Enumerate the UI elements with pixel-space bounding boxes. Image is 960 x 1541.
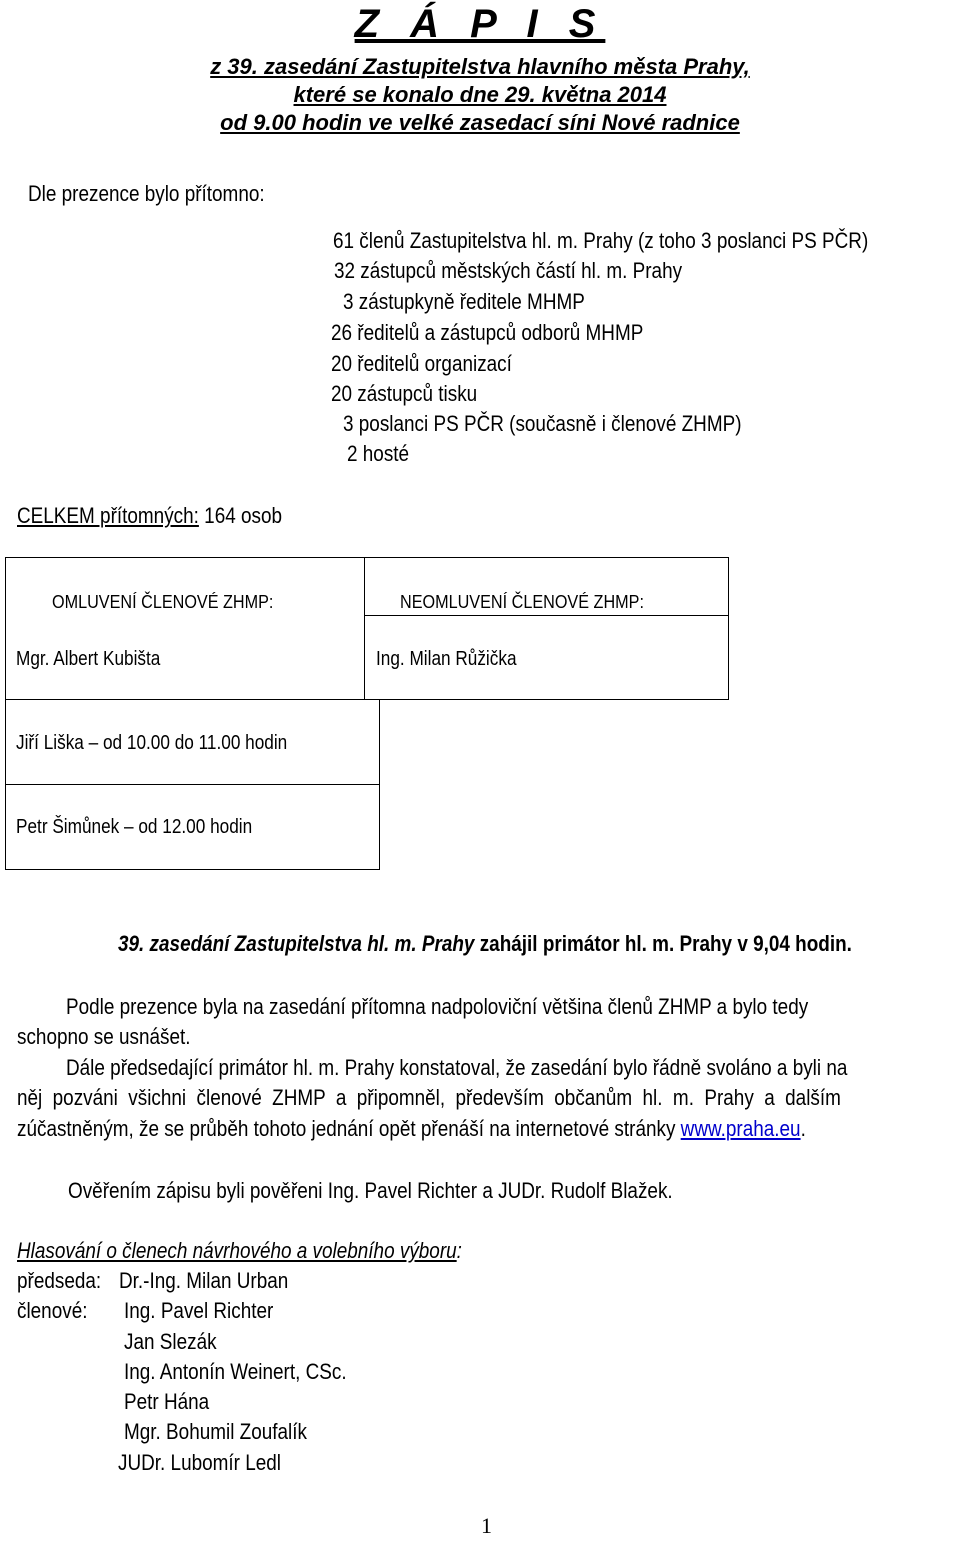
attendance-item: 61 členů Zastupitelstva hl. m. Prahy (z toho 3 poslanci PS PČR) — [333, 228, 869, 253]
header-line-1: z 39. zasedání Zastupitelstva hlavního města Prahy, — [210, 54, 750, 79]
paragraph-2-text-2: něj pozváni všichni členové ZHMP a připomněl, především občanům hl. m. Prahy a dalším — [17, 1085, 841, 1110]
table-divider — [5, 784, 380, 785]
opening-part-1: 39. zasedání Zastupitelstva hl. m. Prahy — [118, 931, 475, 956]
committee-member: JUDr. Lubomír Ledl — [118, 1450, 281, 1475]
table-divider — [364, 557, 365, 700]
opening-part-2: zahájil primátor hl. m. Prahy v 9,04 hodin. — [474, 931, 852, 956]
praha-eu-link[interactable]: www.praha.eu — [680, 1116, 801, 1141]
committee-heading-text: Hlasování o členech návrhového a volebního výboru — [17, 1238, 457, 1263]
header-line-2: které se konalo dne 29. května 2014 — [293, 82, 667, 107]
committee-member: Ing. Antonín Weinert, CSc. — [124, 1359, 347, 1384]
attendance-item: 20 ředitelů organizací — [331, 351, 512, 376]
opening-statement — [118, 931, 852, 957]
paragraph-2-line-2 — [17, 1085, 841, 1111]
table-divider — [364, 615, 729, 616]
page-number: 1 — [481, 1513, 492, 1538]
committee-member: Petr Hána — [124, 1389, 210, 1414]
excused-header: OMLUVENÍ ČLENOVÉ ZHMP: — [52, 592, 274, 612]
header-line-3: od 9.00 hodin ve velké zasedací síni Nové radnice — [220, 110, 740, 135]
document-title: Z Á P I S — [354, 2, 606, 46]
committee-member: Jan Slezák — [124, 1329, 217, 1354]
paragraph-1-line-1: Podle prezence byla na zasedání přítomna nadpoloviční většina členů ZHMP a bylo tedy — [66, 994, 809, 1019]
paragraph-2-line-1 — [66, 1055, 847, 1081]
chair-label: předseda: — [17, 1268, 102, 1293]
paragraph-2-text-3-end: . — [800, 1116, 806, 1141]
total-label: CELKEM přítomných: — [17, 503, 199, 528]
committee-member: Mgr. Bohumil Zoufalík — [124, 1419, 307, 1444]
paragraph-2-text-3: zúčastněným, že se průběh tohoto jednání opět přenáší na internetové stránky — [17, 1116, 681, 1141]
members-label: členové: — [17, 1298, 88, 1323]
excused-member: Petr Šimůnek – od 12.00 hodin — [16, 816, 253, 838]
attendance-label: Dle prezence bylo přítomno: — [28, 181, 265, 206]
paragraph-2-text-1: Dále předsedající primátor hl. m. Prahy konstatoval, že zasedání bylo řádně svoláno a byli na — [66, 1055, 848, 1080]
attendance-item: 2 hosté — [347, 441, 410, 466]
total-value: 164 osob — [204, 503, 283, 528]
attendance-item: 3 poslanci PS PČR (současně i členové ZHMP) — [343, 411, 742, 436]
excused-member: Jiří Liška – od 10.00 do 11.00 hodin — [16, 732, 288, 754]
paragraph-2-line-3 — [17, 1116, 806, 1142]
absence-table — [5, 557, 729, 700]
committee-heading — [17, 1238, 462, 1264]
attendance-item: 20 zástupců tisku — [331, 381, 478, 406]
excused-member: Mgr. Albert Kubišta — [16, 648, 161, 670]
paragraph-1-line-2: schopno se usnášet. — [17, 1024, 191, 1049]
attendance-item: 32 zástupců městských částí hl. m. Prahy — [334, 258, 683, 283]
attendance-item: 26 ředitelů a zástupců odborů MHMP — [331, 320, 644, 345]
unexcused-header: NEOMLUVENÍ ČLENOVÉ ZHMP: — [400, 592, 644, 612]
attendance-item: 3 zástupkyně ředitele MHMP — [343, 289, 585, 314]
committee-heading-colon: : — [456, 1238, 462, 1263]
verification-statement: Ověřením zápisu byli pověřeni Ing. Pavel Richter a JUDr. Rudolf Blažek. — [68, 1178, 673, 1203]
attendance-total — [17, 503, 282, 529]
chair-name: Dr.-Ing. Milan Urban — [119, 1268, 289, 1293]
unexcused-member: Ing. Milan Růžička — [376, 648, 517, 670]
committee-member: Ing. Pavel Richter — [124, 1298, 274, 1323]
